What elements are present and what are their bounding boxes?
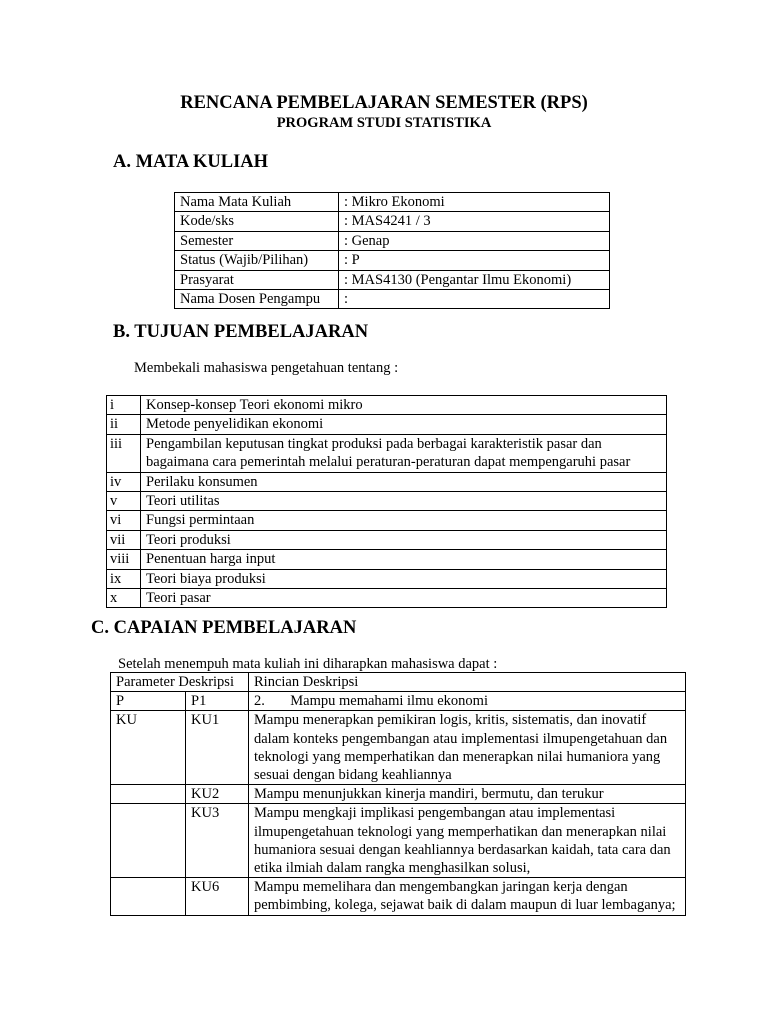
table-row (175, 251, 610, 270)
table-row (107, 396, 667, 415)
objective-number: ii (107, 415, 141, 434)
outcome-description: Mampu menerapkan pemikiran logis, kritis, sistematis, dan inovatif dalam konteks pengembangan atau implementasi ilmupengetahuan dan teknologi yang memperhatikan dan menerapkan nilai humaniora yang sesuai dengan bidang keahliannya (249, 711, 686, 785)
section-a-heading: A. MATA KULIAH (113, 152, 269, 172)
section-c-intro: Setelah menempuh mata kuliah ini diharapkan mahasiswa dapat : (118, 656, 498, 672)
table-row (107, 530, 667, 549)
course-info-value: : P (339, 251, 610, 270)
objectives-table (106, 395, 667, 608)
outcome-code: KU6 (186, 878, 249, 915)
table-row (175, 193, 610, 212)
table-header-row (111, 673, 686, 692)
outcome-code: P1 (186, 692, 249, 711)
course-info-value: : (339, 290, 610, 309)
table-row (175, 231, 610, 250)
table-row (175, 270, 610, 289)
objective-number: x (107, 589, 141, 608)
course-info-value: : Genap (339, 231, 610, 250)
course-info-label: Semester (175, 231, 339, 250)
outcome-parameter (111, 785, 186, 804)
objective-text: Teori produksi (141, 530, 667, 549)
table-row (107, 589, 667, 608)
objective-text: Penentuan harga input (141, 550, 667, 569)
objective-number: vi (107, 511, 141, 530)
outcome-description: Mampu memelihara dan mengembangkan jaringan kerja dengan pembimbing, kolega, sejawat baik di dalam maupun di luar lembaganya; (249, 878, 686, 915)
outcome-code: KU1 (186, 711, 249, 785)
course-info-label: Nama Mata Kuliah (175, 193, 339, 212)
table-row (107, 415, 667, 434)
table-row (107, 550, 667, 569)
table-row (111, 711, 686, 785)
objective-text: Teori utilitas (141, 492, 667, 511)
outcome-description: Mampu menunjukkan kinerja mandiri, bermutu, dan terukur (249, 785, 686, 804)
course-info-label: Prasyarat (175, 270, 339, 289)
outcome-description: Mampu mengkaji implikasi pengembangan atau implementasi ilmupengetahuan teknologi yang memperhatikan dan menerapkan nilai humaniora sesuai dengan keahliannya berdasarkan kaidah, tata cara dan etika ilmiah dalam rangka menghasilkan solusi, (249, 804, 686, 878)
objective-number: ix (107, 569, 141, 588)
course-info-value: : MAS4241 / 3 (339, 212, 610, 231)
objective-text: Perilaku konsumen (141, 472, 667, 491)
section-b-intro: Membekali mahasiswa pengetahuan tentang : (134, 360, 399, 376)
objective-number: i (107, 396, 141, 415)
page-subtitle: PROGRAM STUDI STATISTIKA (276, 115, 492, 131)
table-row (107, 511, 667, 530)
objective-text: Konsep-konsep Teori ekonomi mikro (141, 396, 667, 415)
table-row (111, 878, 686, 915)
course-info-label: Status (Wajib/Pilihan) (175, 251, 339, 270)
table-row (175, 212, 610, 231)
outcome-description: 2. Mampu memahami ilmu ekonomi (249, 692, 686, 711)
objective-number: iv (107, 472, 141, 491)
header-rincian: Rincian Deskripsi (249, 673, 686, 692)
outcome-parameter (111, 878, 186, 915)
table-row (111, 692, 686, 711)
table-row (107, 434, 667, 472)
outcome-parameter (111, 804, 186, 878)
course-info-label: Kode/sks (175, 212, 339, 231)
table-row (111, 804, 686, 878)
course-info-label: Nama Dosen Pengampu (175, 290, 339, 309)
outcome-code: KU2 (186, 785, 249, 804)
outcome-parameter: KU (111, 711, 186, 785)
objective-number: viii (107, 550, 141, 569)
header-parameter: Parameter Deskripsi (111, 673, 249, 692)
objective-text: Fungsi permintaan (141, 511, 667, 530)
section-c-heading: C. CAPAIAN PEMBELAJARAN (91, 618, 357, 638)
section-b-heading: B. TUJUAN PEMBELAJARAN (113, 322, 369, 342)
learning-outcomes-table (110, 672, 686, 916)
objective-number: v (107, 492, 141, 511)
table-row (175, 290, 610, 309)
table-row (111, 785, 686, 804)
page-title: RENCANA PEMBELAJARAN SEMESTER (RPS) (180, 93, 588, 113)
table-row (107, 569, 667, 588)
objective-text: Pengambilan keputusan tingkat produksi pada berbagai karakteristik pasar dan bagaimana cara pemerintah melalui peraturan-peraturan dapat mempengaruhi pasar (141, 434, 667, 472)
objective-text: Teori biaya produksi (141, 569, 667, 588)
outcome-code: KU3 (186, 804, 249, 878)
course-info-value: : MAS4130 (Pengantar Ilmu Ekonomi) (339, 270, 610, 289)
objective-number: iii (107, 434, 141, 472)
course-info-value: : Mikro Ekonomi (339, 193, 610, 212)
outcome-parameter: P (111, 692, 186, 711)
table-row (107, 492, 667, 511)
table-row (107, 472, 667, 491)
objective-text: Metode penyelidikan ekonomi (141, 415, 667, 434)
objective-text: Teori pasar (141, 589, 667, 608)
objective-number: vii (107, 530, 141, 549)
course-info-table (174, 192, 610, 309)
